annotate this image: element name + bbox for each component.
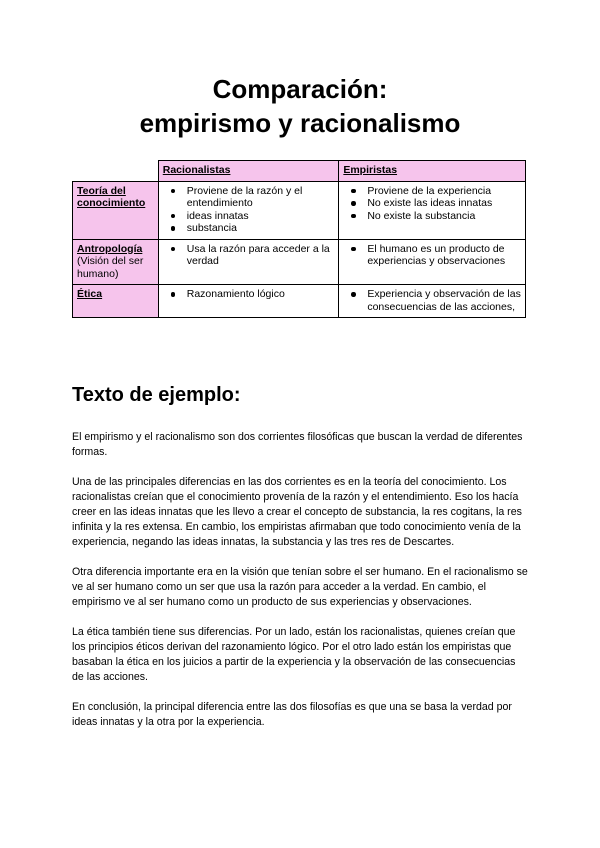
paragraph: El empirismo y el racionalismo son dos corrientes filosóficas que buscan la verdad de diferentes formas. — [72, 431, 523, 458]
list-item: No existe las ideas innatas — [365, 197, 521, 210]
list-item: Proviene de la experiencia — [365, 185, 521, 198]
title-line-2: empirismo y racionalismo — [139, 108, 461, 138]
list-item: Usa la razón para acceder a la verdad — [185, 243, 335, 268]
row-label-antropologia — [73, 239, 159, 285]
cell-racionalistas-antropologia — [158, 239, 339, 285]
table-row — [73, 285, 526, 318]
table-corner-cell — [73, 161, 159, 182]
table-row — [73, 239, 526, 285]
list-item: Proviene de la razón y el entendimiento — [185, 185, 335, 210]
list-item: ideas innatas — [185, 210, 335, 223]
paragraph: Una de las principales diferencias en las dos corrientes es en la teoría del conocimiento. Los racionalistas creían que el conocimiento provenía de la razón y el entendimiento. Eso los hacía creer en las ideas innatas que les llevo a crear el concepto de substancia, la res cogitans, la res infinita y la res extensa. En cambio, los empiristas afirmaban que todo conocimiento venía de la experiencia, negando las ideas innatas, la substancia y las tres res de Descartes. — [72, 476, 522, 548]
row-label-text: Ética — [77, 288, 103, 300]
comparison-table — [72, 160, 526, 318]
row-label-etica — [73, 285, 159, 318]
header-racionalistas: Racionalistas — [158, 161, 339, 182]
row-sublabel: (Visión del ser humano) — [77, 255, 144, 280]
list-item: No existe la substancia — [365, 210, 521, 223]
document-title — [0, 72, 600, 140]
title-line-1: Comparación: — [212, 74, 388, 104]
row-label-text: Teoría del conocimiento — [77, 184, 146, 209]
section-title: Texto de ejemplo: — [72, 384, 241, 406]
row-label-text: Antropología — [77, 242, 143, 255]
cell-empiristas-antropologia — [339, 239, 526, 285]
cell-empiristas-teoria — [339, 181, 526, 239]
paragraph: Otra diferencia importante era en la visión que tenían sobre el ser humano. En el racionalismo se ve al ser humano como un ser que usa la razón para acceder a la verdad. En cambio, el empirismo ve al ser humano como un producto de sus experiencias y observaciones. — [72, 566, 528, 608]
cell-racionalistas-etica — [158, 285, 339, 318]
table-row — [73, 181, 526, 239]
list-item: El humano es un producto de experiencias y observaciones — [365, 243, 521, 268]
row-label-teoria — [73, 181, 159, 239]
table-header-row — [73, 161, 526, 182]
paragraph: En conclusión, la principal diferencia entre las dos filosofías es que una se basa la verdad por ideas innatas y la otra por la experiencia. — [72, 701, 512, 728]
list-item: substancia — [185, 222, 335, 235]
header-empiristas: Empiristas — [339, 161, 526, 182]
cell-empiristas-etica — [339, 285, 526, 318]
list-item: Razonamiento lógico — [185, 288, 335, 301]
example-text — [72, 430, 530, 745]
cell-racionalistas-teoria — [158, 181, 339, 239]
list-item: Experiencia y observación de las consecuencias de las acciones, — [367, 288, 521, 313]
paragraph: La ética también tiene sus diferencias. Por un lado, están los racionalistas, quienes creían que los principios éticos derivan del razonamiento lógico. Por el otro lado están los empiristas que basaban la ética en los juicios a partir de la experiencia y la observación de las consecuencias de las acciones. — [72, 626, 516, 683]
